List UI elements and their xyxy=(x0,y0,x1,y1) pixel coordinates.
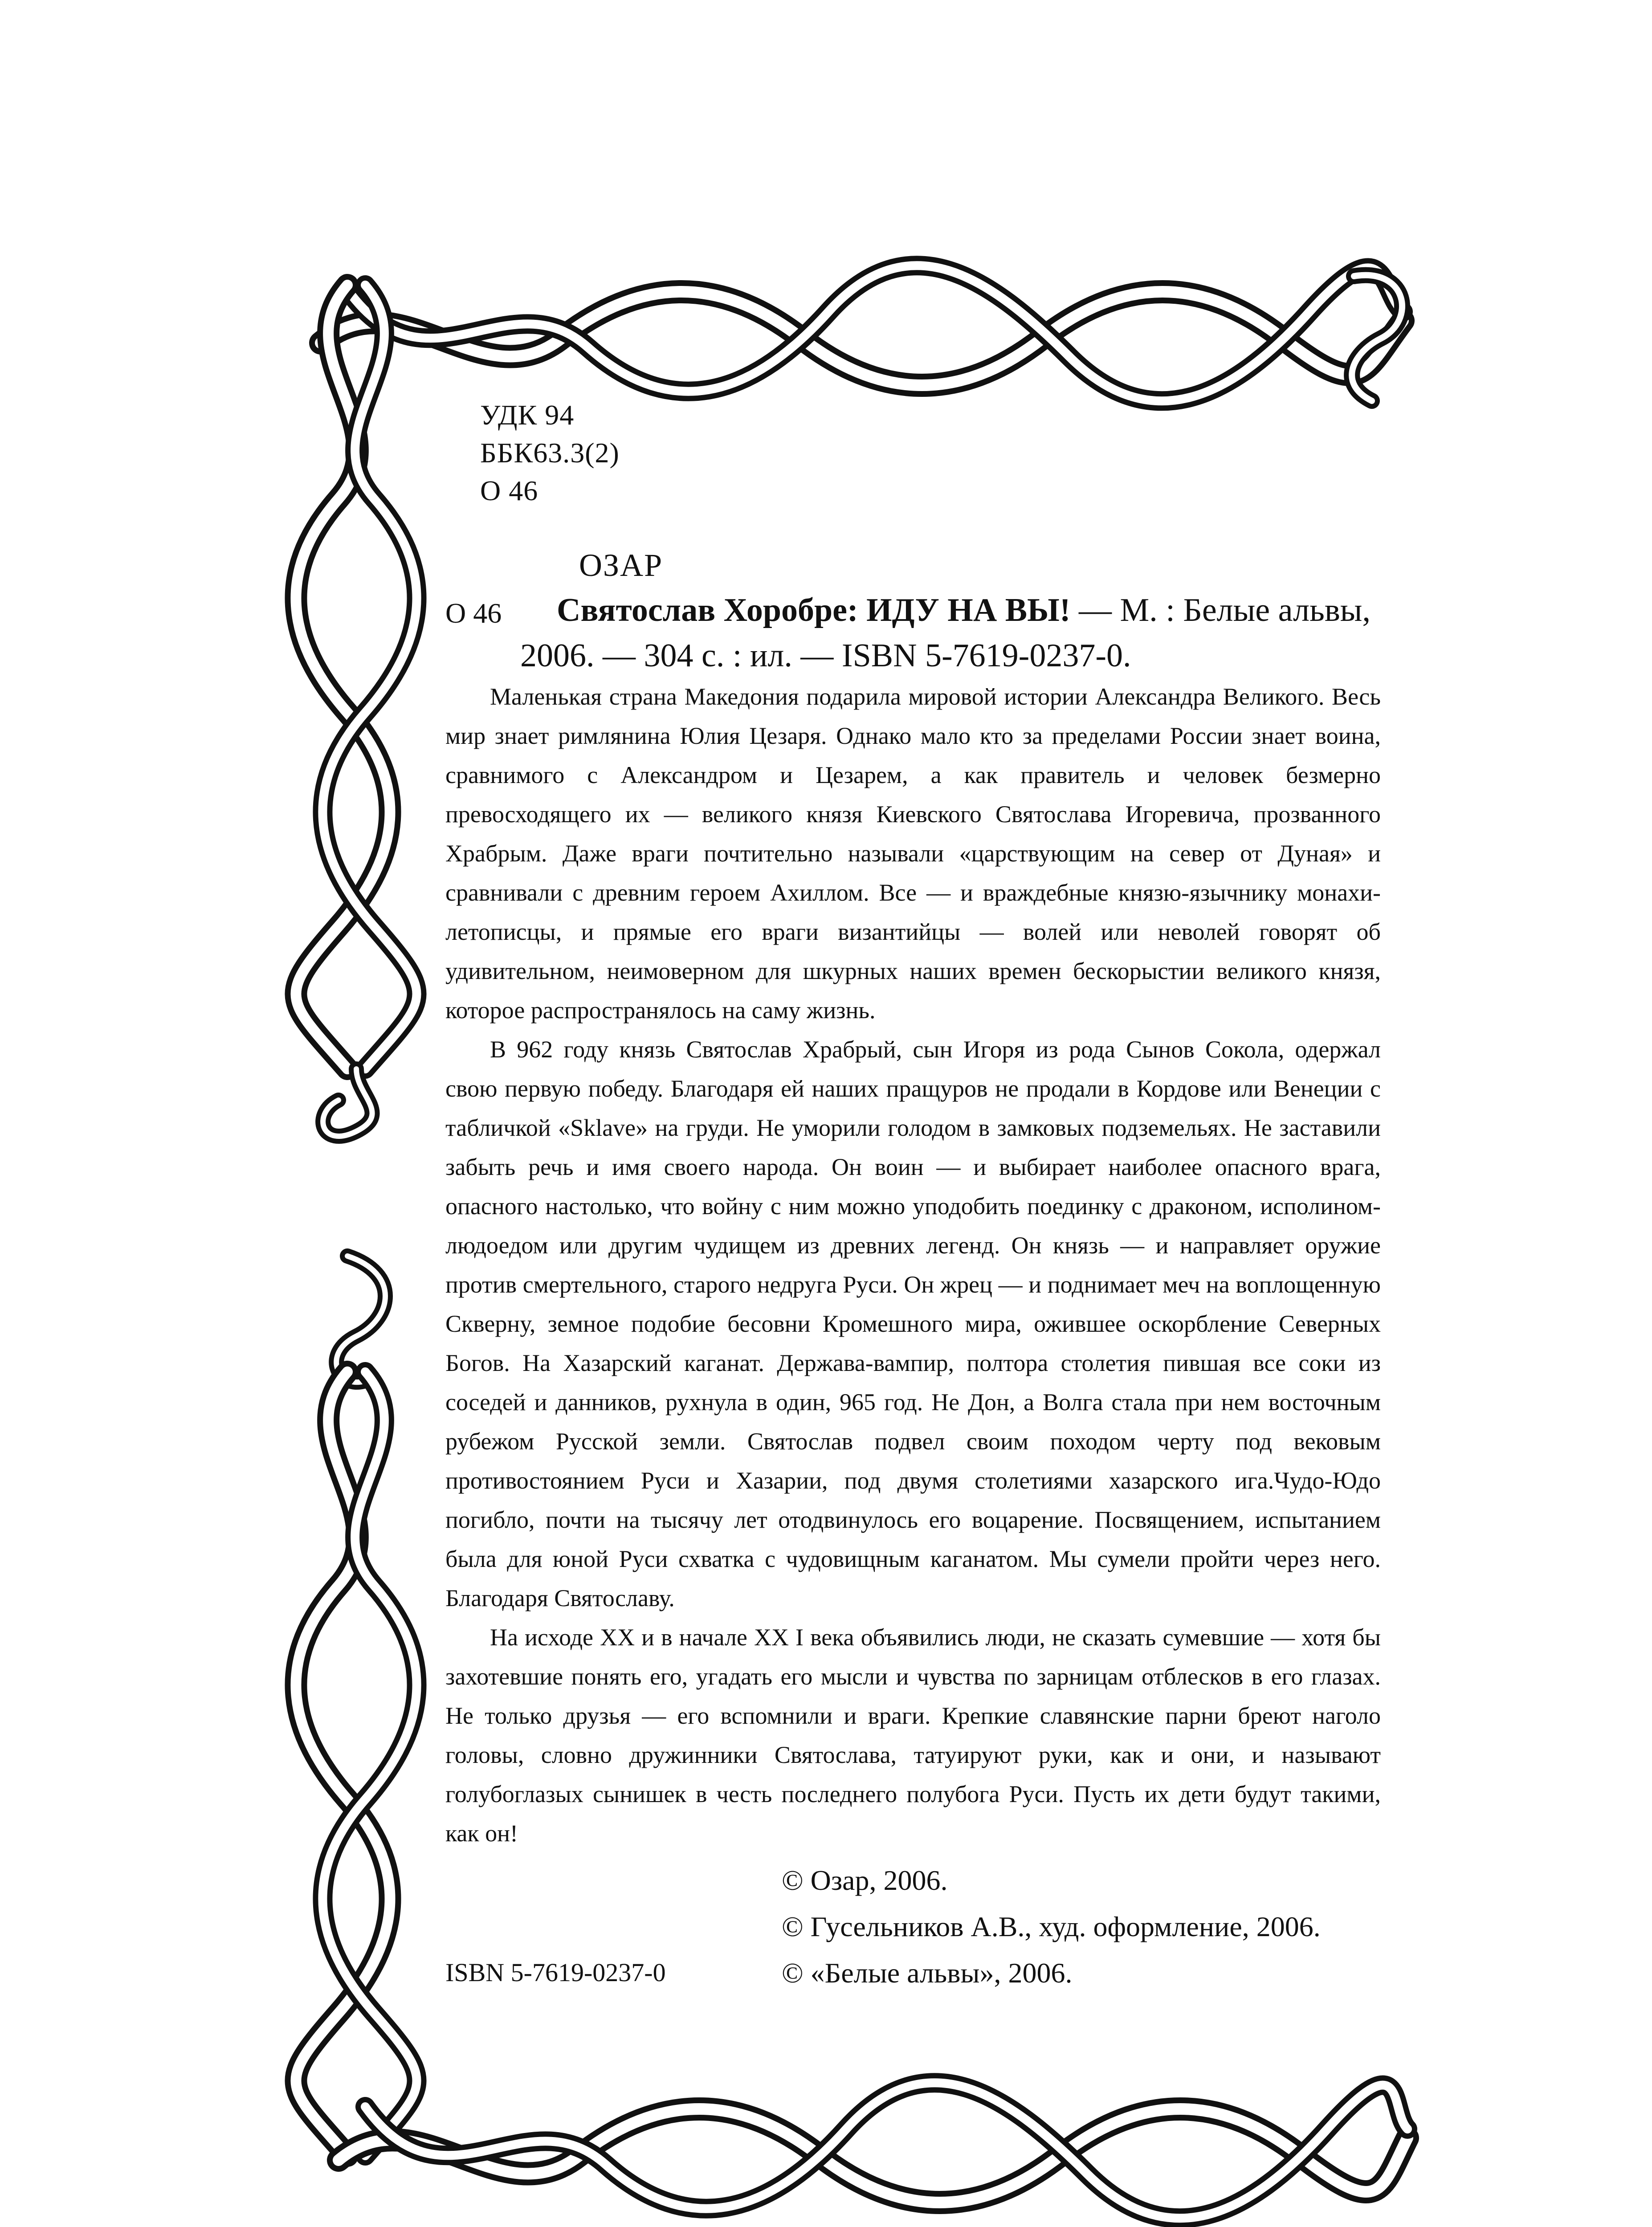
author-sign-inline: О 46 xyxy=(445,597,502,629)
annotation-paragraph: Маленькая страна Македония подарила мировой истории Александра Великого. Весь мир знает римлянина Юлия Цезаря. Однако мало кто за пределами России знает воина, сравнимого с Александром и Цезарем, а как правитель и человек безмерно превосходящего их — великого князя Киевского Святослава Игоревича, прозванного Храбрым. Даже враги почтительно называли «царствующим на север от Дуная» и сравнивали с древним героем Ахиллом. Все — и враждебные князю-язычнику монахи-летописцы, и прямые его враги византийцы — волей или неволей говорят об удивительном, неимоверном для шкурных наших времен бескорыстии великого князя, которое распространялось на саму жизнь. xyxy=(445,683,1381,1024)
annotation-paragraph: На исходе XX и в начале XX I века объявились люди, не сказать сумевшие — хотя бы захотевшие понять его, угадать его мысли и чувства по зарницам отблесков в его глазах. Не только друзья — его вспомнили и враги. Крепкие славянские парни бреют наголо головы, словно дружинники Святослава, татуируют руки, как и они, и называют голубоглазых сынишек в честь последнего полубога Руси. Пусть их дети будут такими, как он! xyxy=(445,1624,1381,1847)
copyright-line: © Гусельников А.В., худ. оформление, 2006. xyxy=(782,1911,1321,1942)
left-knotwork-column-upper xyxy=(296,285,416,1136)
copyright-line: © «Белые альвы», 2006. xyxy=(782,1957,1073,1989)
author-sign: О 46 xyxy=(480,475,538,506)
bibliographic-title-line xyxy=(557,591,1371,629)
book-title: Святослав Хоробре: ИДУ НА ВЫ! xyxy=(557,592,1071,628)
udc-code: УДК 94 xyxy=(480,399,575,431)
annotation xyxy=(445,677,1381,1853)
top-knotwork-band xyxy=(321,265,1403,401)
bibliographic-details-line: 2006. — 304 с. : ил. — ISBN 5-7619-0237-0. xyxy=(520,637,1131,674)
author-name: ОЗАР xyxy=(579,547,663,583)
copyright-line: © Озар, 2006. xyxy=(782,1864,948,1896)
left-knotwork-column-lower xyxy=(296,1256,416,2156)
isbn: ISBN 5-7619-0237-0 xyxy=(445,1958,666,1987)
publisher: — М. : Белые альвы, xyxy=(1078,592,1371,628)
bottom-knotwork-band xyxy=(339,2083,1407,2218)
copyright-block xyxy=(782,1857,1321,1996)
annotation-paragraph: В 962 году князь Святослав Храбрый, сын Игоря из рода Сынов Сокола, одержал свою первую победу. Благодаря ей наших пращуров не продали в Кордове или Венеции с табличкой «Sklave» на груди. Не уморили голодом в замковых подземельях. Не заставили забыть речь и имя своего народа. Он воин — и выбирает наиболее опасного врага, опасного настолько, что войну с ним можно уподобить поединку с драконом, исполином-людоедом или другим чудищем из древних легенд. Он князь — и направляет оружие против смертельного, старого недруга Руси. Он жрец — и поднимает меч на воплощенную Скверну, земное подобие бесовни Кромешного мира, ожившее оскорбление Северных Богов. На Хазарский каганат. Держава-вампир, полтора столетия пившая все соки из соседей и данников, рухнула в один, 965 год. Не Дон, а Волга стала при нем восточным рубежом Русской земли. Святослав подвел своим походом черту под вековым противостоянием Руси и Хазарии, под двумя столетиями хазарского ига.Чудо-Юдо погибло, почти на тысячу лет отодвинулось его воцарение. Посвящением, испытанием была для юной Руси схватка с чудовищным каганатом. Мы сумели пройти через него. Благодаря Святославу. xyxy=(445,1036,1381,1611)
bbk-code: ББК63.3(2) xyxy=(480,437,620,469)
